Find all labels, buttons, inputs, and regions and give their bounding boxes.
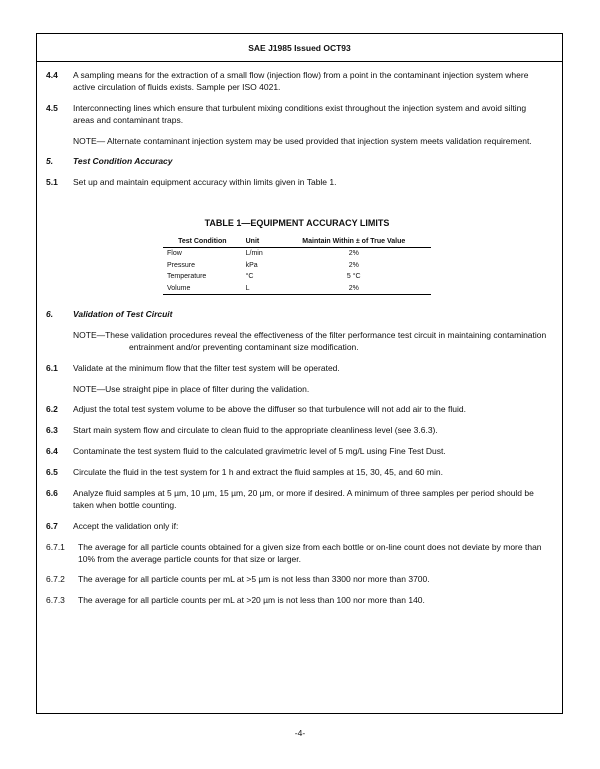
paragraph-text: Circulate the fluid in the test system for 1 h and extract the fluid samples at 15, 30, 45, and 60 min. [73,467,443,478]
paragraph-4-4 [46,70,548,94]
section-5-heading [46,156,548,168]
section-number: 5. [46,156,54,167]
section-title: Test Condition Accuracy [73,156,173,167]
column-header: Maintain Within ± of True Value [277,236,431,248]
paragraph-text: Analyze fluid samples at 5 µm, 10 µm, 15 µm, 20 µm, or more if desired. A minimum of three samples per period should be taken when bottle counting. [73,488,534,510]
paragraph-number: 4.5 [46,102,58,113]
paragraph-number: 6.4 [46,446,58,457]
table-cell: 2% [348,261,359,269]
table-row [163,260,431,271]
paragraph-text: Interconnecting lines which ensure that turbulent mixing conditions exist throughout the injection system and avoid silting areas and contaminant traps. [73,102,527,125]
section-number: 6. [46,309,54,320]
paragraph-number: 6.6 [46,488,58,499]
paragraph-6-7-1 [46,542,548,566]
paragraph-6-7 [46,521,548,533]
paragraph-text: The average for all particle counts per mL at >5 µm is not less than 3300 nor more than 3700. [78,574,430,585]
paragraph-text: Accept the validation only if: [73,520,179,531]
table-title: TABLE 1—EQUIPMENT ACCURACY LIMITS [204,218,390,229]
paragraph-number: 6.7.2 [46,574,65,585]
table-cell: Temperature [167,273,207,281]
table-row [163,283,431,295]
paragraph-6-2 [46,404,548,416]
paragraph-number: 5.1 [46,177,58,188]
paragraph-6-5 [46,467,548,479]
table-1 [46,217,548,295]
paragraph-6-3 [46,425,548,437]
paragraph-6-1 [46,363,548,375]
table-row [163,271,431,282]
accuracy-table [163,236,431,295]
paragraph-text: The average for all particle counts per mL at >20 µm is not less than 100 nor more than 140. [78,595,425,606]
table-cell: L [242,283,277,295]
paragraph-6-7-3 [46,595,548,607]
paragraph-text: Adjust the total test system volume to be above the diffuser so that turbulence will not add air to the fluid. [73,404,466,415]
paragraph-6-6 [46,488,548,512]
table-header-row [163,236,431,248]
paragraph-number: 6.7.1 [46,541,65,552]
page-number: -4- [294,728,306,738]
section-title: Validation of Test Circuit [73,309,173,320]
table-cell: Flow [167,250,182,258]
document-body [37,62,562,607]
column-header: Test Condition [163,236,242,248]
table-cell: 2% [277,283,431,295]
paragraph-text: The average for all particle counts obtained for a given size from each bottle or on-line count does not deviate by more than 10% from the average particle counts for that size or larger. [78,541,542,564]
paragraph-text: Contaminate the test system fluid to the calculated gravimetric level of 5 mg/L using Fine Test Dust. [73,446,446,457]
document-header: SAE J1985 Issued OCT93 [37,34,562,62]
table-cell: °C [245,273,254,281]
paragraph-number: 6.1 [46,362,58,373]
table-cell: L/min [245,250,263,258]
table-row [163,248,431,260]
table-cell: kPa [245,261,258,269]
table-cell: Volume [163,283,242,295]
paragraph-number: 6.7 [46,520,58,531]
note-6: NOTE—These validation procedures reveal the effectiveness of the filter performance test circuit in maintaining contamination entrainment and/or preventing contaminant size modification. [73,329,547,352]
table-cell: 5 °C [346,273,361,281]
paragraph-text: Set up and maintain equipment accuracy within limits given in Table 1. [73,177,337,188]
paragraph-number: 4.4 [46,70,58,80]
note-6-1: NOTE—Use straight pipe in place of filter during the validation. [73,383,310,394]
paragraph-number: 6.7.3 [46,595,65,606]
page-frame [36,33,563,714]
paragraph-5-1 [46,177,548,189]
paragraph-6-7-2 [46,574,548,586]
paragraph-text: A sampling means for the extraction of a small flow (injection flow) from a point in the contaminant injection system where active circulation of fluids exists. Sample per ISO 4021. [73,70,529,92]
table-cell: 2% [348,250,359,258]
table-cell: Pressure [167,261,196,269]
paragraph-number: 6.3 [46,425,58,436]
paragraph-text: Start main system flow and circulate to clean fluid to the appropriate cleanliness level (see 3.6.3). [73,425,438,436]
paragraph-number: 6.2 [46,404,58,415]
paragraph-number: 6.5 [46,467,58,478]
column-header: Unit [242,236,277,248]
section-6-heading [46,309,548,321]
paragraph-6-4 [46,446,548,458]
note-4-5: NOTE— Alternate contaminant injection system may be used provided that injection system meets validation requirement. [73,135,532,146]
paragraph-4-5 [46,103,548,127]
paragraph-text: Validate at the minimum flow that the filter test system will be operated. [73,362,340,373]
